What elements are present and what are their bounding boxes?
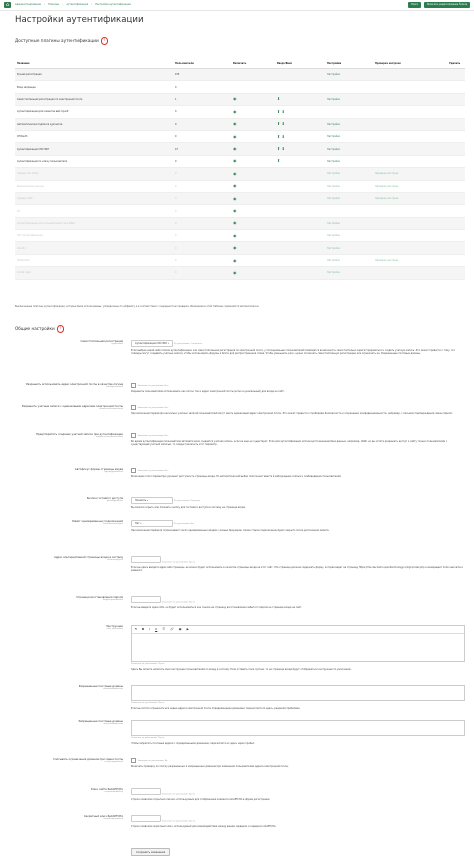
help-icon[interactable]: ? xyxy=(57,325,65,333)
enable-icon[interactable]: ◉ xyxy=(233,121,237,127)
plugin-users: 0 xyxy=(175,159,177,163)
bold-icon[interactable]: B xyxy=(141,626,145,631)
breadcrumb: Администрирование › Плагины › Аутентификация › Настройка аутентификации xyxy=(15,2,131,7)
sameemail-checkbox[interactable] xyxy=(131,405,136,410)
test-settings-link[interactable]: Проверка настроек xyxy=(375,197,399,201)
guestbutton-select[interactable]: Показать ▾ xyxy=(131,497,173,504)
plugin-row xyxy=(15,143,465,155)
enable-icon[interactable]: ◉ xyxy=(233,108,237,114)
instructions-textarea[interactable] xyxy=(132,634,464,661)
col-test: Проверка настроек xyxy=(373,58,447,69)
enable-icon[interactable]: ◉ xyxy=(233,170,237,176)
page-title: Настройки аутентификации xyxy=(15,15,144,25)
settings-link[interactable]: Настройки xyxy=(327,259,340,263)
enable-icon[interactable]: ◉ xyxy=(233,220,237,226)
enable-icon[interactable]: ◉ xyxy=(233,195,237,201)
link-icon[interactable]: 🔗 xyxy=(170,626,174,631)
plugin-row xyxy=(15,254,465,266)
col-settings: Настройки xyxy=(325,58,373,69)
test-settings-link[interactable]: Проверка настроек xyxy=(375,184,399,188)
plugin-name: Аутентификация СЭО ЗКЛ xyxy=(17,147,50,151)
plugins-note: Выключенные плагины аутентификации, которые были использованы, упорядочены по алфавиту и в соответствии с очередностью проверки. Изменения в этой таблице сохраняются автоматически. xyxy=(15,305,260,308)
plugin-row xyxy=(15,205,465,217)
plugin-name: LTI xyxy=(17,209,21,213)
plugin-users: 0 xyxy=(175,172,177,176)
limitsessions-select[interactable]: Нет ▾ xyxy=(131,520,173,527)
enable-icon[interactable]: ◉ xyxy=(233,133,237,139)
plugin-users: 155 xyxy=(175,73,180,77)
plugin-users: 0 xyxy=(175,184,177,188)
enable-icon[interactable]: ◉ xyxy=(233,183,237,189)
save-changes-button[interactable]: Сохранить изменения xyxy=(131,848,170,856)
enable-icon[interactable]: ◉ xyxy=(233,96,237,102)
editor-toolbar xyxy=(132,626,464,634)
plugin-name: Unikal Login xyxy=(17,271,32,275)
plugin-name: Аутентификация по ключу пользователя xyxy=(17,159,68,163)
updown-icon[interactable]: ⬇ xyxy=(277,96,281,102)
preventcreate-checkbox[interactable] xyxy=(131,433,136,438)
plugin-name: Сервер CAS (SSO) xyxy=(17,172,39,176)
alternatelogin-input[interactable] xyxy=(131,556,161,563)
plugin-users: 0 xyxy=(175,234,177,238)
settings-link[interactable]: Настройки xyxy=(327,271,340,275)
updown-icon[interactable]: ⬆ ⬇ xyxy=(277,146,285,152)
test-settings-link[interactable]: Проверка настроек xyxy=(375,172,399,176)
enable-icon[interactable]: ◉ xyxy=(233,146,237,152)
updown-icon[interactable]: ⬆ ⬇ xyxy=(277,108,285,114)
test-settings-link[interactable]: Проверка настроек xyxy=(375,259,399,263)
settings-link[interactable]: Настройки xyxy=(327,122,340,126)
col-delete: Удалить xyxy=(447,58,465,69)
media-icon[interactable]: ▶ xyxy=(186,626,189,631)
plugin-row xyxy=(15,217,465,229)
updown-icon[interactable]: ⬆ xyxy=(277,158,281,164)
plugin-users: 0 xyxy=(175,110,177,114)
instructions-editor[interactable] xyxy=(131,625,465,662)
autofocus-checkbox[interactable] xyxy=(131,468,136,473)
settings-link[interactable]: Настройки xyxy=(327,184,340,188)
col-updown: Вверх/Вниз xyxy=(275,58,325,69)
italic-icon[interactable]: I xyxy=(149,626,151,631)
settings-link[interactable]: Настройки xyxy=(327,73,340,77)
plugin-users: 0 xyxy=(175,209,177,213)
paragraph-style-icon[interactable]: ¶ xyxy=(135,626,137,631)
breadcrumb-plugins[interactable]: Плагины xyxy=(48,3,60,7)
col-enable: Включить xyxy=(231,58,275,69)
alloweddomains-textarea[interactable] xyxy=(131,685,465,701)
plugin-users: 0 xyxy=(175,221,177,225)
plugin-name: Автоматическая подписка курсантов xyxy=(17,122,63,126)
plugin-row xyxy=(15,81,465,93)
plugin-row xyxy=(15,155,465,167)
plugin-users: 0 xyxy=(175,259,177,263)
plugin-row xyxy=(15,242,465,254)
updown-icon[interactable]: ⬆ ⬇ xyxy=(277,133,285,139)
denieddomains-textarea[interactable] xyxy=(131,720,465,736)
recaptchaprivate-input[interactable] xyxy=(131,815,161,822)
plugin-name: Внешняя база данных xyxy=(17,184,44,188)
plugin-row xyxy=(15,168,465,180)
plugin-name: Вход запрещен xyxy=(17,85,36,89)
breadcrumb-auth[interactable]: Аутентификация xyxy=(66,3,89,7)
top-bar xyxy=(0,0,474,11)
search-button[interactable]: Поиск xyxy=(408,2,421,7)
plugins-table xyxy=(15,58,465,280)
plugin-users: 0 xyxy=(175,197,177,201)
forgottenpassword-input[interactable] xyxy=(131,596,161,603)
settings-link[interactable]: Настройки xyxy=(327,197,340,201)
plugin-row xyxy=(15,118,465,130)
plugin-name: Нет аутентификации xyxy=(17,234,43,238)
breadcrumb-auth-settings[interactable]: Настройка аутентификации xyxy=(95,3,131,7)
recaptchapublic-input[interactable] xyxy=(131,788,161,795)
enable-icon[interactable]: ◉ xyxy=(233,245,237,251)
plugin-users: 0 xyxy=(175,85,177,89)
list-icon[interactable]: ☰ xyxy=(162,626,166,631)
settings-link[interactable]: Настройки xyxy=(327,234,340,238)
general-section-heading: Общие настройки ? xyxy=(15,325,64,333)
plugin-row xyxy=(15,106,465,118)
settings-link[interactable]: Настройки xyxy=(327,147,340,151)
enable-icon[interactable]: ◉ xyxy=(233,269,237,275)
plugin-name: Аутентификация для пользователей сети MNet xyxy=(17,221,75,225)
enable-icon[interactable]: ◉ xyxy=(233,158,237,164)
verifychange-checkbox[interactable] xyxy=(131,758,136,763)
plugin-users: 1 xyxy=(175,97,177,101)
plugin-users: 47 xyxy=(175,147,178,151)
settings-link[interactable]: Настройки xyxy=(327,246,340,250)
enable-icon[interactable]: ◉ xyxy=(233,207,237,213)
help-icon[interactable]: ? xyxy=(101,37,109,45)
plugin-name: Shibboleth xyxy=(17,259,30,263)
plugin-row xyxy=(15,69,465,81)
plugin-row xyxy=(15,180,465,192)
col-users: Пользователи xyxy=(173,58,231,69)
settings-link[interactable]: Настройки xyxy=(327,159,340,163)
breadcrumb-admin[interactable]: Администрирование xyxy=(15,3,41,7)
settings-link[interactable]: Настройки xyxy=(327,135,340,139)
underline-icon[interactable]: U xyxy=(155,626,158,631)
home-icon[interactable]: ⌂ xyxy=(5,2,10,8)
plugin-name: Самостоятельная регистрация по электронной почте xyxy=(17,97,83,101)
enable-icon[interactable]: ◉ xyxy=(233,257,237,263)
plugin-row xyxy=(15,130,465,142)
image-icon[interactable]: ▣ xyxy=(178,626,182,631)
plugin-name: Сервер LDAP xyxy=(17,197,33,201)
plugin-users: 0 xyxy=(175,135,177,139)
plugins-section-heading: Доступные плагины аутентификации ? xyxy=(15,37,108,45)
plugin-row xyxy=(15,93,465,105)
plugin-name: OAuth 2 xyxy=(17,246,27,250)
plugin-users: 0 xyxy=(175,246,177,250)
plugin-name: OTOAuth xyxy=(17,135,28,139)
plugin-users: 0 xyxy=(175,271,177,275)
settings-link[interactable]: Настройки xyxy=(327,221,340,225)
plugin-row xyxy=(15,230,465,242)
enable-icon[interactable]: ◉ xyxy=(233,232,237,238)
updown-icon[interactable]: ⬆ ⬇ xyxy=(277,121,285,127)
edit-blocks-button[interactable]: Включить редактирование блоков xyxy=(424,2,470,7)
plugin-name: Ручная регистрация xyxy=(17,73,42,77)
plugin-users: 0 xyxy=(175,122,177,126)
settings-link[interactable]: Настройки xyxy=(327,97,340,101)
col-name: Название xyxy=(15,58,173,69)
plugin-name: Аутентификация для клиентов веб-служб xyxy=(17,110,69,114)
registerauth-select[interactable]: Аутентификация СЭО ЗКЛ ▾ xyxy=(131,340,173,347)
settings-link[interactable]: Настройки xyxy=(327,172,340,176)
plugin-row xyxy=(15,267,465,279)
plugin-row xyxy=(15,192,465,204)
authloginviaemail-checkbox[interactable] xyxy=(131,383,136,388)
